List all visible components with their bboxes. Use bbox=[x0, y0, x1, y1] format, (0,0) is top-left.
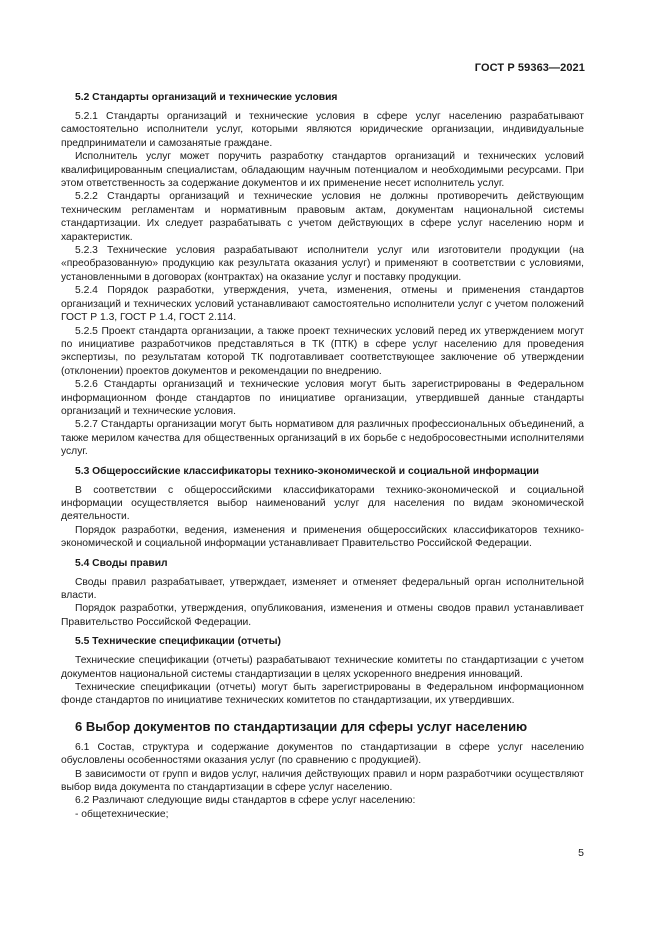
paragraph: 5.2.5 Проект стандарта организации, а также проект технических условий перед их утверждением могут по инициативе разработчиков представляться в ТК (ПТК) в сфере услуг населению для проведения экспертизы, по результатам которой ТК подготавливает соответствующее заключение об утверждении (отклонении) проектов документов и рекомендации по внедрению. bbox=[61, 325, 584, 377]
paragraph: 5.2.3 Технические условия разрабатывают исполнители услуг или изготовители продукции (на «преобразованную» продукцию как результата оказания услуг) и применяют в соответствии с условиями, установленными в договорах (контрактах) на оказание услуг и поставку продукции. bbox=[61, 245, 584, 283]
paragraph: Технические спецификации (отчеты) разрабатывают технические комитеты по стандартизации с учетом документов национальной системы стандартизации в целях ускоренного внедрения инноваций. bbox=[61, 655, 584, 680]
section-heading-5-5: 5.5 Технические спецификации (отчеты) bbox=[75, 636, 281, 648]
page-content bbox=[61, 91, 584, 821]
paragraph: 5.2.1 Стандарты организаций и технические условия в сфере услуг населению разрабатывают самостоятельно исполнители услуг, которыми являются юридические организации, индивидуальные предприниматели и самозанятые граждане. bbox=[61, 111, 584, 149]
paragraph: Порядок разработки, утверждения, опубликования, изменения и отмены сводов правил устанавливает Правительство Российской Федерации. bbox=[61, 603, 584, 628]
paragraph: 5.2.6 Стандарты организаций и технические условия могут быть зарегистрированы в Федеральном информационном фонде стандартов по инициативе организации, утвердившей данные стандарты организаций и технические условия. bbox=[61, 379, 584, 417]
paragraph: В соответствии с общероссийскими классификаторами технико-экономической и социальной информации осуществляется выбор наименований услуг для населения по видам экономической деятельности. bbox=[61, 484, 584, 523]
section-heading-5-4: 5.4 Своды правил bbox=[75, 557, 168, 569]
paragraph: 5.2.2 Стандарты организаций и технические условия не должны противоречить действующим техническим регламентам и нормативным правовым актам, документам национальной системы стандартизации. Их следует разрабатывать с учетом действующих в сфере услуг населению норм и характеристик. bbox=[61, 191, 584, 243]
paragraph: 6.2 Различают следующие виды стандартов в сфере услуг населению: bbox=[75, 795, 416, 807]
paragraph: Своды правил разрабатывает, утверждает, изменяет и отменяет федеральный орган исполнительной власти. bbox=[61, 576, 584, 601]
section-heading-6: 6 Выбор документов по стандартизации для сферы услуг населению bbox=[75, 718, 528, 734]
paragraph: Технические спецификации (отчеты) могут быть зарегистрированы в Федеральном информационном фонде стандартов по инициативе технических комитетов по стандартизации, их утвердивших. bbox=[61, 682, 584, 707]
section-heading-5-2: 5.2 Стандарты организаций и технические условия bbox=[75, 92, 338, 103]
paragraph: 5.2.7 Стандарты организации могут быть нормативом для различных профессиональных объединений, а также мерилом качества для общественных организаций в их борьбе с недобросовестными исполнителями услуг. bbox=[61, 419, 584, 458]
paragraph: Порядок разработки, ведения, изменения и применения общероссийских классификаторов технико-экономической и социальной информации устанавливает Правительство Российской Федерации. bbox=[61, 524, 584, 550]
paragraph: Исполнитель услуг может поручить разработку стандартов организаций и технических условий квалифицированным специалистам, обладающим научным потенциалом и необходимыми ресурсами. При этом ответственность за содержание документов и их применение несет исполнитель услуг. bbox=[61, 151, 584, 190]
paragraph: 6.1 Состав, структура и содержание документов по стандартизации в сфере услуг населению обусловлены особенностями оказания услуг (по сравнению с продукцией). bbox=[61, 741, 584, 767]
paragraph: 5.2.4 Порядок разработки, утверждения, учета, изменения, отмены и применения стандартов организаций и технических условий устанавливают самостоятельно исполнители услуг с учетом положений ГОСТ Р 1.3, ГОСТ Р 1.4, ГОСТ 2.114. bbox=[61, 285, 584, 324]
document-code: ГОСТ Р 59363—2021 bbox=[474, 62, 585, 74]
section-heading-5-3: 5.3 Общероссийские классификаторы технико-экономической и социальной информации bbox=[75, 465, 539, 477]
page-number: 5 bbox=[578, 847, 584, 859]
paragraph: В зависимости от групп и видов услуг, наличия действующих правил и норм разработчики осуществляют выбор вида документа по стандартизации в сфере услуг населению. bbox=[61, 768, 584, 794]
list-item: - общетехнические; bbox=[75, 808, 169, 820]
